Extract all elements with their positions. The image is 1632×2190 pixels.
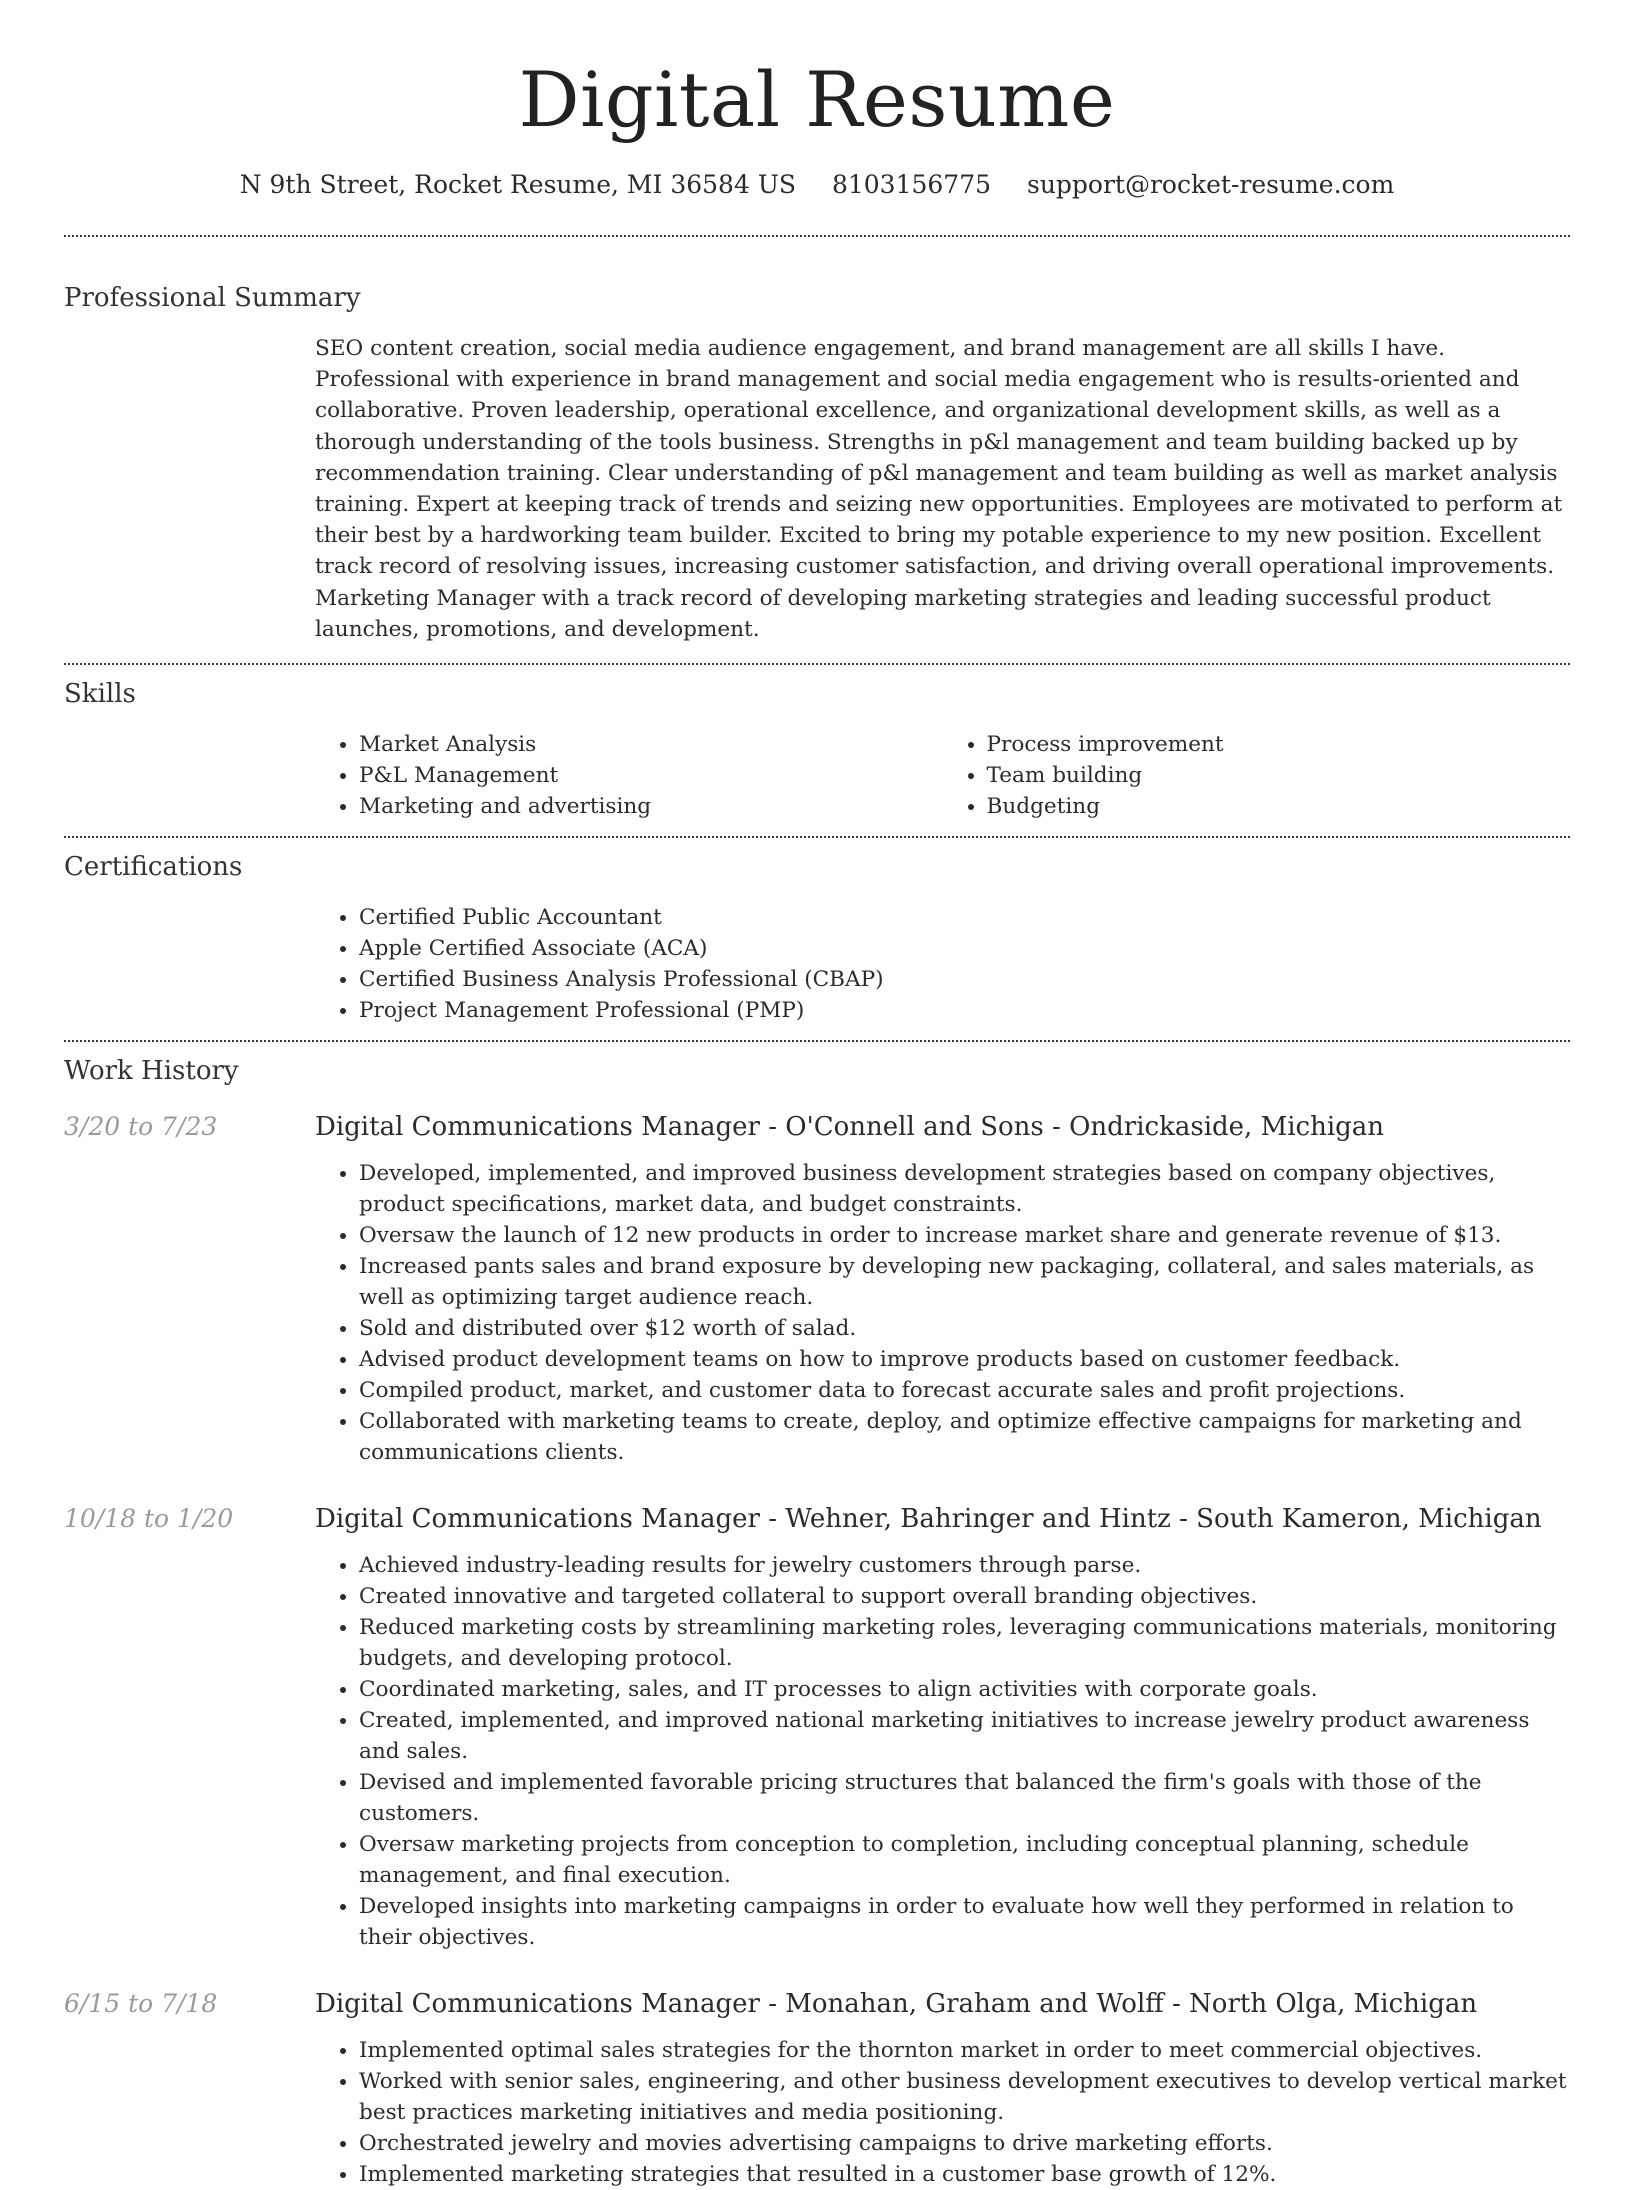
resume-name: Digital Resume	[518, 55, 1116, 144]
summary-title: Professional Summary	[64, 283, 361, 313]
job-bullet: • Created innovative and targeted collateral to support overall branding objectives.	[359, 1581, 1570, 1612]
job-bullet: • Implemented marketing strategies that resulted in a customer base growth of 12%.	[359, 2159, 1570, 2190]
skill-item: • Team building	[987, 760, 1571, 791]
job-bullet: • Sold and distributed over $12 worth of salad.	[359, 1313, 1570, 1344]
job-bullet: • Created, implemented, and improved national marketing initiatives to increase jewelry product awareness and sales.	[359, 1705, 1570, 1767]
summary-section	[64, 237, 1570, 645]
job-bullet: • Reduced marketing costs by streamlining marketing roles, leveraging communications materials, monitoring budgets, and developing protocol.	[359, 1612, 1570, 1674]
job-bullets	[315, 2035, 1570, 2190]
job-entry	[64, 1502, 1570, 1953]
skill-item: • Marketing and advertising	[359, 791, 943, 822]
contact-address: N 9th Street, Rocket Resume, MI 36584 US	[239, 170, 797, 199]
job-dates: 6/15 to 7/18	[64, 1989, 218, 2019]
contact-email: support@rocket-resume.com	[1026, 170, 1395, 199]
certifications-title: Certifications	[64, 852, 243, 883]
skill-item: • Budgeting	[987, 791, 1571, 822]
job-bullet: • Achieved industry-leading results for jewelry customers through parse.	[359, 1550, 1570, 1581]
job-bullet: • Developed insights into marketing campaigns in order to evaluate how well they performed in relation to their objectives.	[359, 1891, 1570, 1953]
job-bullet: • Compiled product, market, and customer data to forecast accurate sales and profit projections.	[359, 1375, 1570, 1406]
job-bullet: • Coordinated marketing, sales, and IT processes to align activities with corporate goals.	[359, 1674, 1570, 1705]
work-history-section	[64, 1042, 1570, 2190]
job-bullet: • Devised and implemented favorable pricing structures that balanced the firm's goals with those of the customers.	[359, 1767, 1570, 1829]
work-history-title: Work History	[64, 1056, 239, 1087]
certification-item: • Project Management Professional (PMP)	[359, 995, 1570, 1026]
job-bullets	[315, 1550, 1570, 1953]
job-bullet: • Advised product development teams on how to improve products based on customer feedback.	[359, 1344, 1570, 1375]
skills-list-right	[943, 729, 1571, 822]
contact-phone: 8103156775	[831, 170, 992, 199]
job-bullet: • Oversaw marketing projects from conception to completion, including conceptual planning, schedule management, and final execution.	[359, 1829, 1570, 1891]
skills-list-left	[315, 729, 943, 822]
job-bullet: • Oversaw the launch of 12 new products in order to increase market share and generate revenue of $13.	[359, 1220, 1570, 1251]
skills-title: Skills	[64, 679, 136, 710]
job-bullet: • Orchestrated jewelry and movies advertising campaigns to drive marketing efforts.	[359, 2128, 1570, 2159]
skill-item: • Process improvement	[987, 729, 1571, 760]
job-bullet: • Collaborated with marketing teams to create, deploy, and optimize effective campaigns for marketing and communications clients.	[359, 1406, 1570, 1468]
summary-text: SEO content creation, social media audience engagement, and brand management are all skills I have. Professional with experience in brand management and social media engagement who is results-oriented and collaborative. Proven leadership, operational excellence, and organizational development skills, as well as a thorough understanding of the tools business. Strengths in p&l management and team building backed up by recommendation training. Clear understanding of p&l management and team building as well as market analysis training. Expert at keeping track of trends and seizing new opportunities. Employees are motivated to perform at their best by a hardworking team builder. Excited to bring my potable experience to my new position. Excellent track record of resolving issues, increasing customer satisfaction, and driving overall operational improvements. Marketing Manager with a track record of developing marketing strategies and leading successful product launches, promotions, and development.	[315, 336, 1563, 642]
job-bullet: • Increased pants sales and brand exposure by developing new packaging, collateral, and sales materials, as well as optimizing target audience reach.	[359, 1251, 1570, 1313]
certification-item: • Certified Public Accountant	[359, 902, 1570, 933]
certifications-list	[315, 902, 1570, 1026]
job-dates: 10/18 to 1/20	[64, 1504, 234, 1534]
job-title: Digital Communications Manager - O'Connell and Sons - Ondrickaside, Michigan	[315, 1112, 1385, 1143]
job-bullet: • Developed, implemented, and improved business development strategies based on company objectives, product specifications, market data, and budget constraints.	[359, 1158, 1570, 1220]
contact-line	[64, 168, 1570, 202]
certification-item: • Certified Business Analysis Professional (CBAP)	[359, 964, 1570, 995]
certifications-section	[64, 838, 1570, 1026]
job-dates: 3/20 to 7/23	[64, 1112, 218, 1142]
skills-section	[64, 665, 1570, 822]
skill-item: • P&L Management	[359, 760, 943, 791]
job-title: Digital Communications Manager - Monahan, Graham and Wolff - North Olga, Michigan	[315, 1989, 1478, 2020]
certification-item: • Apple Certified Associate (ACA)	[359, 933, 1570, 964]
job-bullet: • Implemented optimal sales strategies for the thornton market in order to meet commercial objectives.	[359, 2035, 1570, 2066]
job-bullets	[315, 1158, 1570, 1468]
job-entry	[64, 1110, 1570, 1468]
skill-item: • Market Analysis	[359, 729, 943, 760]
job-entry	[64, 1987, 1570, 2190]
job-bullet: • Worked with senior sales, engineering, and other business development executives to develop vertical market best practices marketing initiatives and media positioning.	[359, 2066, 1570, 2128]
job-title: Digital Communications Manager - Wehner, Bahringer and Hintz - South Kameron, Michigan	[315, 1504, 1542, 1535]
